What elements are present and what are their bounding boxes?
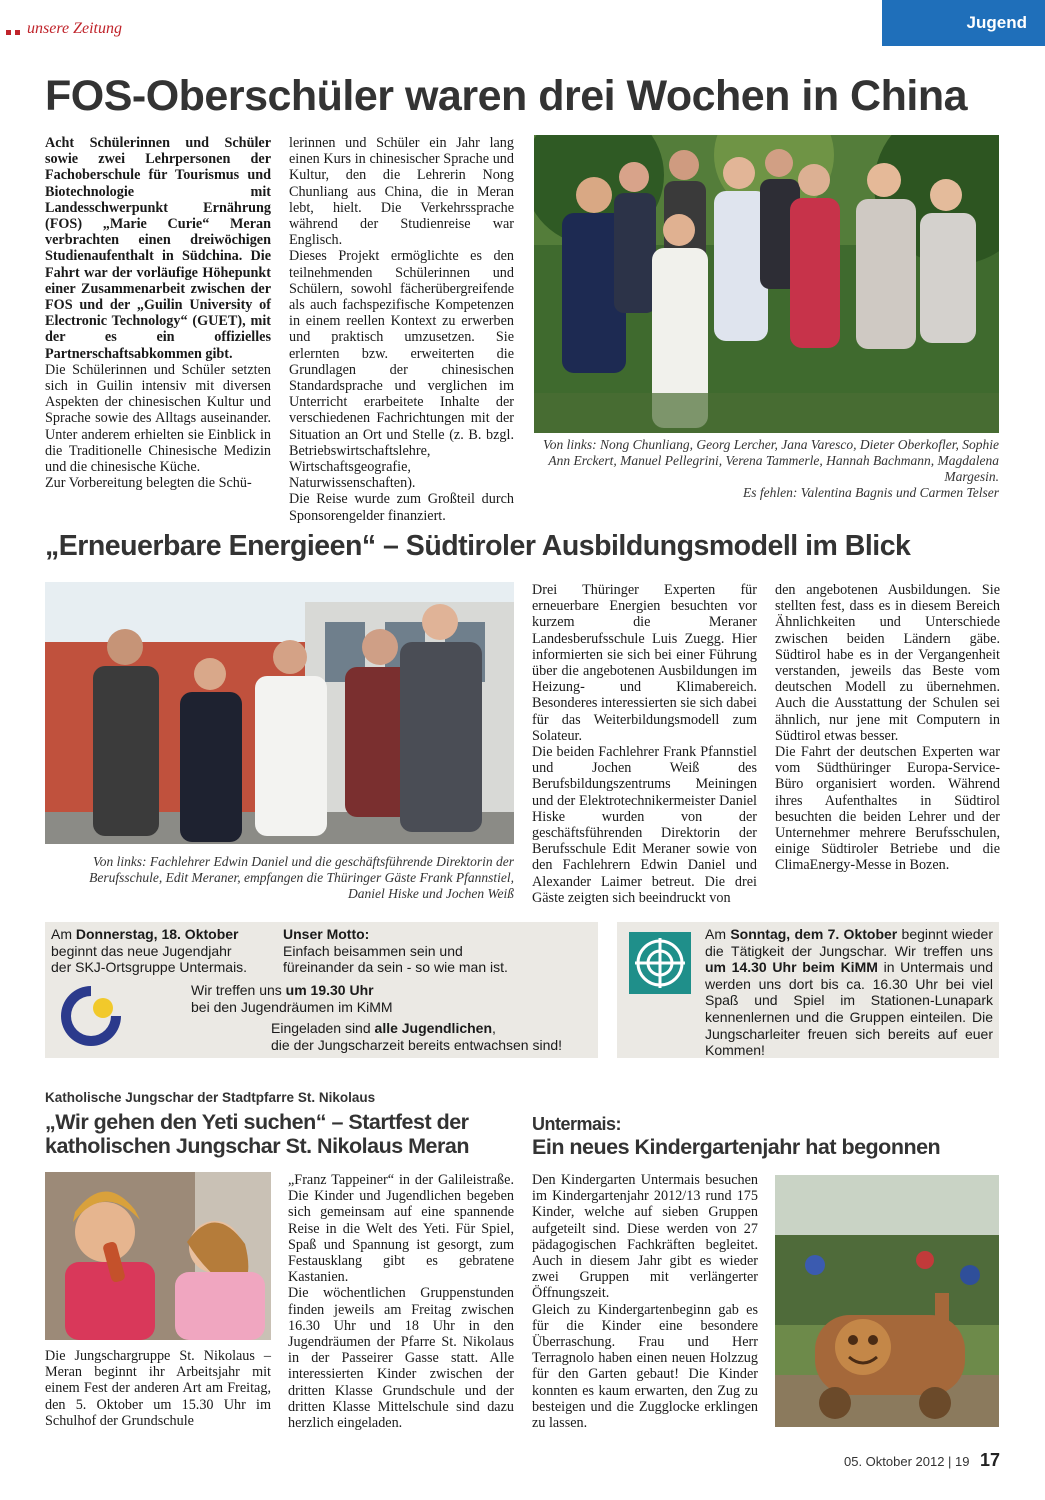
article3-col2: [288, 1172, 514, 1431]
article2-col1-p2: Die beiden Fachlehrer Frank Pfannstiel und Jochen Weiß des Berufsbildungszentrums Meiningen und der Elektrotechnikermeister Daniel Hiske wurden von der geschäftsführenden Direktorin der Berufsschule Edit Meraner sowie von den Fachlehrern Edwin Daniel und Alexander Laimer betreut. Die drei Gäste zeigten sich beeindruckt von: [532, 744, 757, 906]
article1-col2-p2: Dieses Projekt ermöglichte es den teilnehmenden Schülerinnen und Schülern, sowohl fächerübergreifende als auch fachspezifische Kompetenzen in einem reellen Kontext zu erwerben und praktisch umzusetzen. Sie erlernten bzw. erweiterten die Grundlagen der chinesischen Standardsprache und verglichen im Unterricht erarbeitete Inhalte der verschiedenen Fachrichtungen mit der Situation an Ort und Stelle (z. B. bzgl. Betriebswirtschaftslehre, Wirtschaftsgeografie, Naturwissenschaften).: [289, 248, 514, 492]
logo-text: unsere Zeitung: [27, 20, 122, 37]
article3-title: [45, 1110, 525, 1158]
header-logo: [6, 22, 126, 46]
skj-invite-2: die der Jungscharzeit bereits entwachsen sind!: [271, 1036, 563, 1053]
skj-date-pre: Am: [51, 926, 76, 942]
article2-col1-p1: Drei Thüringer Experten für erneuerbare Energien besuchten vor kurzem die Meraner Landesberufsschule Luis Zuegg. Hier informierten sie sich bei einer Führung über die angebotenen Ausbildungen im Heizung- und Klimabereich. Besonderes interessierten sie sich dabei für das Weiterbildungsmodell zum Solateur.: [532, 582, 757, 744]
article3-title-1: „Wir gehen den Yeti suchen“ – Startfest der: [45, 1110, 469, 1134]
article4-photo: [775, 1175, 999, 1427]
skj-meeting-bold: um 19.30 Uhr: [285, 982, 374, 998]
page-number: 17: [979, 1450, 1000, 1470]
section-label: [882, 0, 1045, 46]
article3-kicker: Katholische Jungschar der Stadtpfarre St. Nikolaus: [45, 1090, 376, 1105]
jungschar-t1: Am: [705, 926, 731, 942]
skj-meeting-2: bei den Jugendräumen im KiMM: [191, 998, 393, 1015]
article2-photo: [45, 582, 514, 844]
article2-col1: [532, 582, 757, 906]
article1-col1: [45, 135, 271, 491]
article2-title: „Erneuerbare Energieen“ – Südtiroler Ausbildungsmodell im Blick: [45, 530, 911, 562]
jungschar-t3: in Untermais und werden uns dort bis ca. 16.30 Uhr bei viel Spaß und Spiel im Stationen-Lunapark kennenlernen und die Gruppen einteilen. Die Jungscharleiter freuen sich bereits auf euer Kommen!: [705, 959, 993, 1059]
article1-col2-p1: lerinnen und Schüler ein Jahr lang einen Kurs in chinesischer Sprache und Kultur, den die Lehrerin Nong Chunliang aus China, die in Meran lebt, hielt. Die Verkehrssprache während der Studienreise war Englisch.: [289, 135, 514, 249]
article4-text: [532, 1172, 758, 1431]
skj-meeting-pre: Wir treffen uns: [191, 982, 286, 998]
article4-title: Ein neues Kindergartenjahr hat begonnen: [532, 1135, 941, 1159]
article1-col1-p1: Die Schülerinnen und Schüler setzten sich in Guilin intensiv mit diversen Aspekten der chinesischen Kultur und Sprache sowie des Alltags auseinander. Unter anderem erhielten sie Einblick in die Traditionelle Chinesische Medizin und die chinesische Küche.: [45, 361, 271, 476]
skj-logo-icon: [55, 980, 127, 1052]
article1-lead: Acht Schülerinnen und Schüler sowie zwei Lehrpersonen der Fachoberschule für Tourismus und Biotechnologie mit Landesschwerpunkt Ernährung (FOS) „Marie Curie“ Meran verbrachten einen dreiwöchigen Studienaufenthalt in Südchina. Die Fahrt war der vorläufige Höhepunkt einer Zusammenarbeit zwischen der FOS und der „Guilin University of Electronic Technology“ (GUET), mit der es ein offizielles Partnerschaftsabkommen gibt.: [45, 135, 271, 362]
jungschar-logo-icon: [629, 932, 691, 994]
jungschar-t2: beginnt wieder die Tätigkeit der Jungschar. Wir treffen uns: [705, 926, 994, 959]
article3-col2-p1: „Franz Tappeiner“ in der Galileistraße. Die Kinder und Jugendlichen begeben sich gemeinsam auf eine spannende Reise in die Welt des Yeti. Für Spiel, Spaß und Spannung ist gesorgt, zum Festausklang gibt es gebratene Kastanien.: [288, 1172, 514, 1286]
article1-col1-p2: Zur Vorbereitung belegten die Schü-: [45, 475, 252, 492]
article3-col1-text: Die Jungschargruppe St. Nikolaus – Meran beginnt ihr Arbeitsjahr mit einem Fest der anderen Art am Freitag, den 5. Oktober um 15.30 Uhr im Schulhof der Grundschule: [45, 1348, 271, 1429]
jungschar-announcement-box: [617, 922, 999, 1058]
logo-dots-icon: [6, 30, 11, 35]
skj-invite-pre: Eingeladen sind: [271, 1020, 375, 1036]
article4-kicker: Untermais:: [532, 1114, 622, 1134]
article4-p2: Gleich zu Kindergartenbeginn gab es für die Kinder eine besondere Überraschung. Frau und Herr Terragnolo haben einen neuen Holzzug für den Garten gebaut! Die Kinder konnten es kaum erwarten, den Zug zu besteigen und die Zugglocke erklingen zu lassen.: [532, 1301, 758, 1432]
article1-photo: [534, 135, 999, 433]
skj-date-bold: Donnerstag, 18. Oktober: [75, 926, 239, 942]
skj-invite: [271, 1020, 596, 1053]
skj-motto: [283, 926, 593, 976]
article2-col2-p1: den angebotenen Ausbildungen. Sie stellten fest, dass es in diesem Bereich Ähnlichkeiten und Unterschiede zwischen beiden Ländern gäbe. Südtirol habe es in der Vergangenheit verstanden, jeweils das Beste vom deutschen Modell zu übernehmen. Auch die Ausstattung der Schulen sei ähnlich, nur jene mit Computern in Südtirol etwas besser.: [775, 582, 1000, 744]
skj-date-line2: beginnt das neue Jugendjahr: [51, 942, 232, 959]
article1-title: FOS-Oberschüler waren drei Wochen in China: [45, 72, 967, 120]
article3-photo: [45, 1172, 271, 1340]
article2-col2: [775, 582, 1000, 874]
article3-title-2: katholischen Jungschar St. Nikolaus Meran: [45, 1134, 469, 1158]
skj-invite-post: ,: [492, 1020, 496, 1036]
jungschar-t2-bold: um 14.30 Uhr beim KiMM: [705, 959, 878, 976]
article4-p1: Den Kindergarten Untermais besuchen im Kindergartenjahr 2012/13 rund 175 Kinder, welche auf sieben Gruppen aufgeteilt sind. Diese werden von 27 pädagogischen Fachkräften begleitet. Auch in diesem Jahr gibt es wieder zwei Gruppen mit verlängerter Öffnungszeit.: [532, 1172, 758, 1302]
article3-col2-p2: Die wöchentlichen Gruppenstunden finden jeweils am Freitag zwischen 16.30 Uhr und 18 Uhr in den Jugendräumen der Pfarre St. Nikolaus in der Passeirer Gasse statt. Alle interessierten Kinder zwischen der dritten Klasse Grundschule und der dritten Klasse Mittelschule sind dazu herzlich eingeladen.: [288, 1285, 514, 1432]
skj-motto-1: Einfach beisammen sein und: [283, 942, 463, 959]
skj-announcement-box: [45, 922, 598, 1058]
skj-invite-bold: alle Jugendlichen: [374, 1020, 493, 1036]
footer-date: 05. Oktober 2012 | 19: [843, 1454, 970, 1469]
skj-date-text: [51, 926, 281, 976]
skj-meeting: [191, 982, 491, 1015]
article1-caption-missing: Es fehlen: Valentina Bagnis und Carmen Telser: [743, 485, 999, 500]
article1-caption-text: Von links: Nong Chunliang, Georg Lercher, Jana Varesco, Dieter Oberkofler, Sophie Ann Erckert, Manuel Pellegrini, Verena Tammerle, Hannah Bachmann, Magdalena Margesin.: [543, 437, 999, 484]
section-label-text: Jugend: [966, 13, 1027, 32]
article1-col2-p3: Die Reise wurde zum Großteil durch Sponsorengelder finanziert.: [289, 491, 514, 524]
jungschar-text: [705, 926, 993, 1059]
article2-col2-p2: Die Fahrt der deutschen Experten war vom Südthüringer Europa-Service-Büro organisiert worden. Während ihres Aufenthaltes in Südtirol besuchten die beiden Lehrer und der Unternehmer mehrere Berufsschulen, einige Südtiroler Betriebe und die ClimaEnergy-Messe in Bozen.: [775, 744, 1000, 874]
skj-date-line3: der SKJ-Ortsgruppe Untermais.: [51, 959, 248, 975]
skj-motto-title: Unser Motto:: [283, 926, 370, 942]
article1-col2: [289, 135, 514, 524]
logo-dots-icon-2: [15, 30, 20, 35]
footer: [820, 1450, 1000, 1471]
jungschar-t1-bold: Sonntag, dem 7. Oktober: [730, 926, 898, 942]
article2-caption: Von links: Fachlehrer Edwin Daniel und die geschäftsführende Direktorin der Berufsschule, Edit Meraner, empfangen die Thüringer Gäste Frank Pfannstiel, Daniel Hiske und Jochen Weiß: [89, 854, 514, 901]
skj-motto-2: füreinander da sein - so wie man ist.: [283, 959, 508, 975]
article1-caption: [534, 437, 999, 501]
